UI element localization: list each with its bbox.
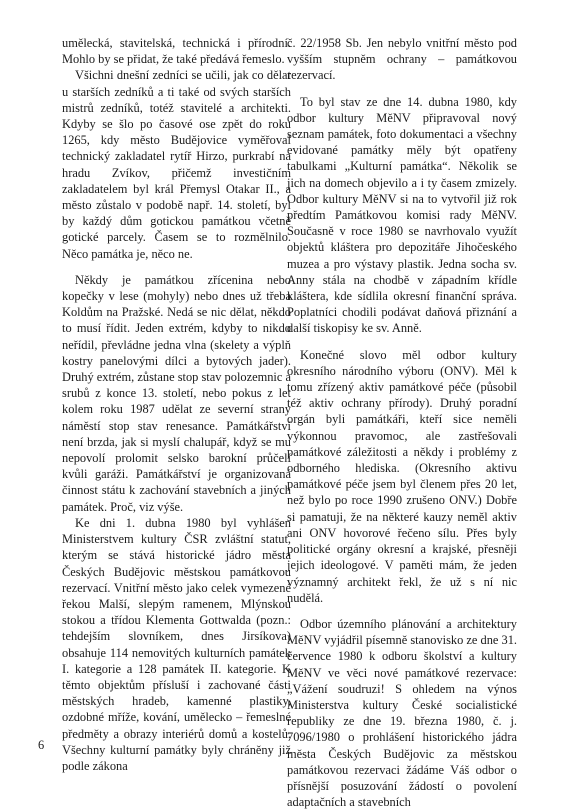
- paragraph: Všichni dnešní zedníci se učili, jak co dělat u starších zedníků a ti také od svých starších mistrů zedníků, totéž stavitelé a architekti. Kdyby se šlo po časové ose zpět do roku 1265, kdy město Budějovice vyměřoval technický zakladatel rytíř Hirzo, purkrabí na hradu Zvíkov, přičemž investičním zakladatelem byl král Přemysl Otakar II., a město zůstalo v podobě např. 14. století, byl by každý dům gotickou památkou včetně gotické parcely. Časem se to rozmělnilo. Něco památka je, něco ne.: [62, 68, 291, 261]
- paragraph: Odbor územního plánování a architektury MěNV vyjádřil písemně stanovisko ze dne 31. července 1980 k odboru školství a kultury MěNV ve věci nové památkové rezervace: „Vážení soudruzi! S ohledem na výnos Ministerstva kultury České socialistické republiky ze dne 19. března 1980, č. j. 7096/1980 o prohlášení historického jádra města Českých Budějovic za městskou památkovou rezervaci žádáme Váš odbor o přísnější posuzování žádostí o povolení adaptačních a stavebních: [287, 616, 517, 810]
- left-column: [62, 35, 291, 774]
- paragraph: To byl stav ze dne 14. dubna 1980, kdy odbor kultury MěNV připravoval nový seznam památek, foto dokumentaci a všechny evidované památky měly být opatřeny tabulkami „Kulturní památka“. Několik se jich na domech objevilo a i ty časem zmizely. Odbor kultury MěNV si na to vytvořil již rok předtím Památkovou komisi rady MěNV. Současně v roce 1980 se navrhovalo využít objektů kláštera pro depozitáře Jihočeského muzea a pro výstavy plastik. Jedna socha sv. Anny stála na chodbě v západním křídle kláštera, kde sídlila okresní finanční správa. Poplatníci chodili podávat daňová přiznání a další tiskopisy ke sv. Anně.: [287, 94, 517, 336]
- paragraph: č. 22/1958 Sb. Jen nebylo vnitřní město pod vyšším stupněm ochrany – památkovou rezervací.: [287, 36, 517, 83]
- paragraph: umělecká, stavitelská, technická i přírodní. Mohlo by se přidat, že také předává řemeslo.: [62, 36, 291, 67]
- paragraph: Konečné slovo měl odbor kultury okresního národního výboru (ONV). Měl k tomu zřízený aktiv památkové péče (působil též aktiv ochrany přírody). Druhý poradní orgán byli památkáři, kteří sice neměli výkonnou pravomoc, ale zastřešovali památkové záležitosti a někdy i problémy z odborného hlediska. (Okresního aktivu památkové péče jsem byl členem přes 20 let, než bylo po roce 1990 zrušeno ONV.) Dobře si pamatuji, že na některé kauzy neměl aktiv ani ONV hovorové řečeno sílu. Přes byly politické orgány okresní a krajské, přesněji jejich ideologové. V paměti mám, že jeden významný architekt řekl, že už s ní nic nudělá.: [287, 347, 517, 605]
- page-number: 6: [38, 738, 45, 752]
- paragraph: Někdy je památkou zřícenina nebo kopečky v lese (mohyly) nebo dnes už třeba Koldům na Pražské. Nedá se nic dělat, někdo to musí řídit. Jeden extrém, kdyby to nikdo neřídil, převládne jedna vlna (skelety a výplň kostry panelovými dílci a bytových jader). Druhý extrém, zůstane stop stav polozemnic a srubů z konce 13. století, nebo pokus z let kolem roku 1987 udělat ze severní strany náměstí stop stav renesance. Památkářství není brzda, jak si myslí chalupář, když se mu nepovolí prolomit selsko barokní průčelí kvůli garáži. Památkářství je organizovaná činnost státu k zachování stavebních a jiných památek. Proč, viz výše.: [62, 272, 291, 514]
- paragraph: Ke dni 1. dubna 1980 byl vyhlášen Ministerstvem kultury ČSR zvláštní statut, kterým se stává historické jádro města Českých Budějovic městskou památkovou rezervací. Vnitřní město jako celek vymezené řekou Malší, slepým ramenem, Mlýnskou stokou a třídou Klementa Gottwalda (pozn.: tehdejším slovníkem, dnes Jirsíkova) obsahuje 114 nemovitých kulturních památek I. kategorie a 128 památek II. kategorie. K těmto objektům přísluší i zachované části městských hradeb, kamenné plastiky, ozdobné mříže, kování, umělecko – řemeslné předměty a obrazy interiérů domů a kostelů. Všechny kulturní památky byly chráněny již podle zákona: [62, 515, 291, 773]
- right-column: [287, 35, 517, 810]
